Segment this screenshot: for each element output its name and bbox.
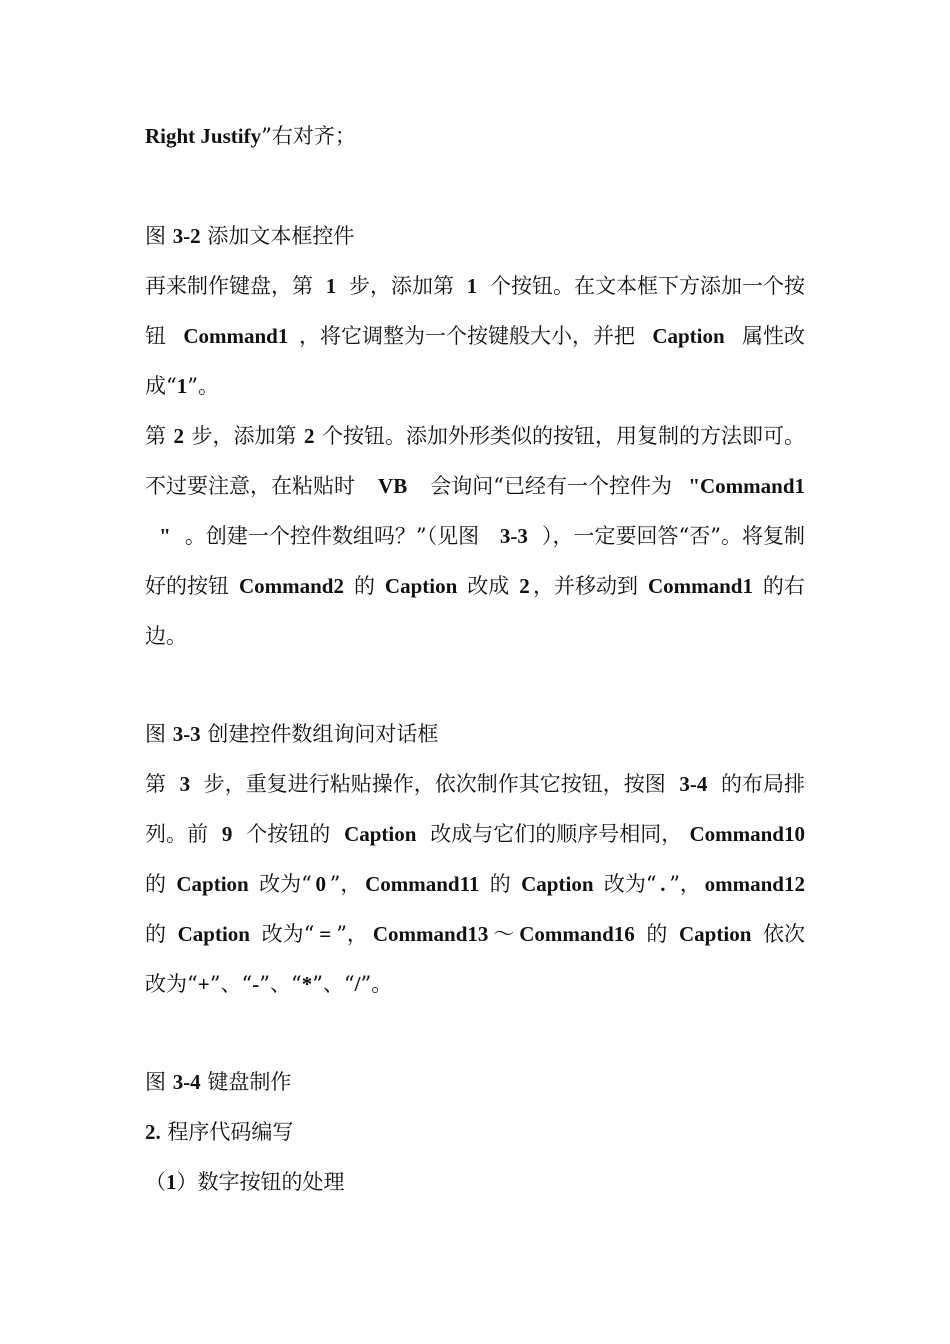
figure-caption-3-3: 图 3-3 创建控件数组询问对话框 — [145, 722, 439, 746]
paragraph-step3-line2: 列。前 9 个按钮的 Caption 改成与它们的顺序号相同， Command10 — [145, 822, 805, 846]
paragraph-step3-line5: 改为“+”、“-”、“*”、“/”。 — [145, 972, 393, 996]
paragraph-step3-line1: 第 3 步，重复进行粘贴操作，依次制作其它按钮，按图 3-4 的布局排 — [145, 772, 805, 796]
paragraph-step3-line3: 的 Caption 改为“ 0 ”， Command11 的 Caption 改为“ . ”， ommand12 — [145, 872, 805, 896]
paragraph-step1-line2: 钮 Command1 ，将它调整为一个按键般大小，并把 Caption 属性改 — [145, 324, 805, 348]
figure-caption-3-2: 图 3-2 添加文本框控件 — [145, 224, 355, 248]
paragraph-step1-line1: 再来制作键盘，第 1 步，添加第 1 个按钮。在文本框下方添加一个按 — [145, 274, 805, 298]
text-line-right-justify: Right Justify”右对齐； — [145, 124, 356, 148]
paragraph-step2-line1: 第 2 步，添加第 2 个按钮。添加外形类似的按钮，用复制的方法即可。 — [145, 424, 805, 448]
paragraph-step1-line3: 成“1”。 — [145, 374, 219, 398]
paragraph-step2-line3: " 。创建一个控件数组吗？”（见图 3-3 ），一定要回答“否”。将复制 — [159, 524, 805, 548]
paragraph-step2-line5: 边。 — [145, 624, 187, 648]
paragraph-step3-line4: 的 Caption 改为“ = ”， Command13 ～ Command16 的 Caption 依次 — [145, 922, 805, 946]
subsection-heading-number-buttons: （1）数字按钮的处理 — [145, 1170, 345, 1194]
paragraph-step2-line4: 好的按钮 Command2 的 Caption 改成 2 ，并移动到 Command1 的右 — [145, 574, 805, 598]
figure-caption-3-4: 图 3-4 键盘制作 — [145, 1070, 292, 1094]
paragraph-step2-line2: 不过要注意，在粘贴时 VB 会询问“已经有一个控件为 "Command1 — [145, 474, 805, 498]
section-heading-code-writing: 2. 程序代码编写 — [145, 1120, 294, 1144]
